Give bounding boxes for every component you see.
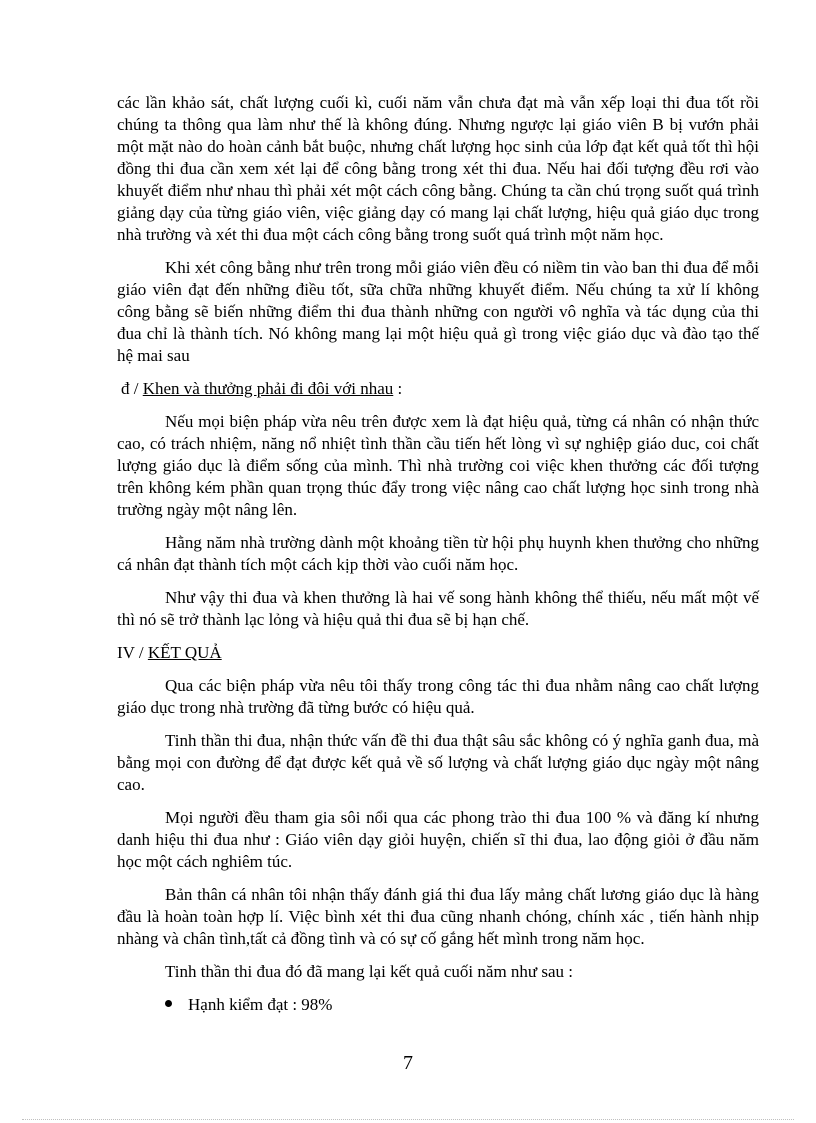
paragraph: Qua các biện pháp vừa nêu tôi thấy trong công tác thi đua nhằm nâng cao chất lượng giáo dục trong nhà trường đã từng bước có hiệu quả. bbox=[117, 676, 759, 717]
section-heading-d bbox=[117, 378, 759, 400]
page-bottom-divider bbox=[22, 1119, 794, 1120]
paragraph: Như vậy thi đua và khen thưởng là hai vế song hành không thể thiếu, nếu mất một vế thì nó sẽ trở thành lạc lỏng và hiệu quả thi đua sẽ bị hạn chế. bbox=[117, 588, 759, 629]
paragraph: Bản thân cá nhân tôi nhận thấy đánh giá thi đua lấy mảng chất lương giáo dục là hàng đầu là hoàn toàn hợp lí. Việc bình xét thi đua cũng nhanh chóng, chính xác , tiến hành nhịp nhàng và chân tình,tất cả đồng tình và có sự cố gắng hết mình trong năm học. bbox=[117, 885, 759, 948]
paragraph: Tinh thần thi đua đó đã mang lại kết quả cuối năm như sau : bbox=[165, 962, 574, 981]
paragraph: các lần khảo sát, chất lượng cuối kì, cuối năm vẫn chưa đạt mà vẫn xếp loại thi đua tốt rồi chúng ta thông qua làm như thế là không đúng. Nhưng ngược lại giáo viên B bị vướn phải một mặt nào do hoàn cảnh bắt buộc, nhưng chất lượng học sinh của lớp đạt kết quả tốt thì hội đồng thi đua cần xem xét lại để công bằng trong xét thi đua. Nếu hai đối tượng đều rơi vào khuyết điểm như nhau thì phải xét một cách công bằng. Chúng ta cần chú trọng suốt quá trình giảng dạy của từng giáo viên, việc giảng dạy có mang lại chất lượng, hiệu quả giáo dục trong nhà trường và xét thi đua một cách công bằng trong suốt quá trình một năm học. bbox=[117, 93, 759, 244]
section-title: KẾT QUẢ bbox=[147, 643, 222, 662]
section-prefix: đ / bbox=[121, 379, 143, 398]
bullet-icon bbox=[165, 1000, 172, 1007]
paragraph: Khi xét công bằng như trên trong mỗi giáo viên đều có niềm tin vào ban thi đua để mỗi giáo viên đạt đến những điều tốt, sữa chữa những khuyết điểm. Nếu chúng ta xử lí không công bằng sẽ biến những điểm thi đua thành những con người vô nghĩa và tác dụng của thi đua chỉ là thành tích. Nó không mang lại một hiệu quả gì trong việc giáo dục và đào tạo thế hệ mai sau bbox=[117, 258, 759, 365]
page-body bbox=[117, 92, 759, 1016]
bullet-text: Hạnh kiểm đạt : 98% bbox=[188, 995, 333, 1014]
bullet-list-item bbox=[117, 994, 759, 1016]
page-number: 7 bbox=[403, 1052, 413, 1074]
section-prefix: IV / bbox=[117, 643, 148, 662]
paragraph: Nếu mọi biện pháp vừa nêu trên được xem là đạt hiệu quả, từng cá nhân có nhận thức cao, có trách nhiệm, năng nổ nhiệt tình thần cầu tiến hết lòng vì sự nghiệp giáo duc, coi chất lượng giáo dục là điểm sống của mình. Thì nhà trường coi việc khen thưởng các đối tượng trên không kém phần quan trọng thúc đẩy trong việc nâng cao chất lượng học sinh trong nhà trường ngày một nâng lên. bbox=[117, 412, 759, 519]
section-suffix: : bbox=[393, 379, 403, 398]
paragraph: Mọi người đều tham gia sôi nổi qua các phong trào thi đua 100 % và đăng kí nhưng danh hiệu thi đua như : Giáo viên dạy giỏi huyện, chiến sĩ thi đua, lao động giỏi ở đầu năm học một cách nghiêm túc. bbox=[117, 808, 759, 871]
section-title: Khen và thưởng phải đi đôi với nhau bbox=[142, 379, 394, 398]
paragraph: Hằng năm nhà trường dành một khoảng tiền từ hội phụ huynh khen thưởng cho những cá nhân đạt thành tích một cách kịp thời vào cuối năm học. bbox=[117, 533, 759, 574]
section-heading-iv bbox=[117, 642, 759, 664]
paragraph: Tinh thần thi đua, nhận thức vấn đề thi đua thật sâu sắc không có ý nghĩa ganh đua, mà bằng mọi con đường để đạt được kết quả về số lượng và chất lượng giáo dục ngày một nâng cao. bbox=[117, 731, 759, 794]
